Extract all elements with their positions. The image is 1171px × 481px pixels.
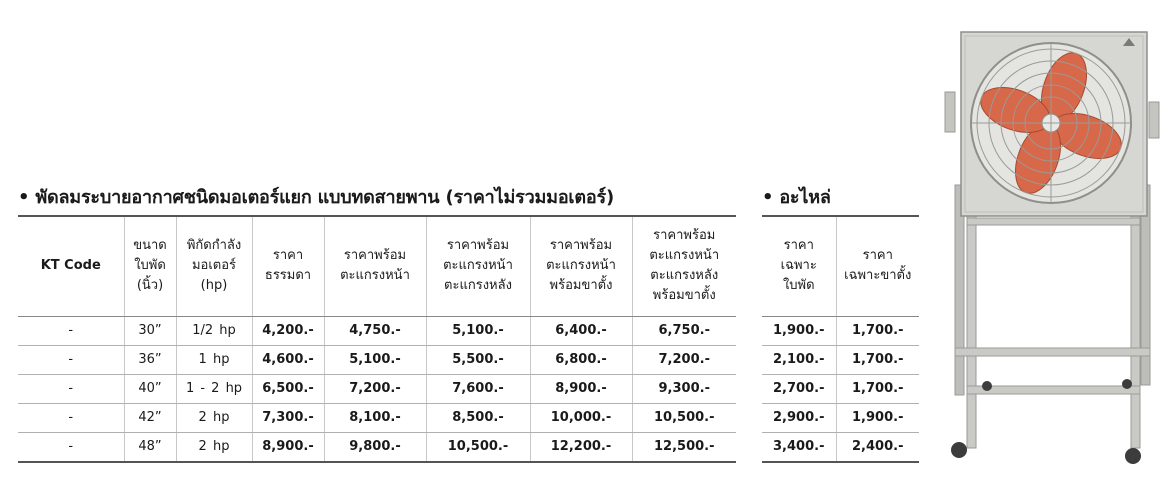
price-table-header	[18, 216, 736, 316]
cell-blade-price: 2,100.-	[762, 345, 836, 374]
cell-price: 7,600.-	[426, 374, 530, 403]
cell-price: 7,200.-	[324, 374, 426, 403]
parts-table-header	[762, 216, 919, 316]
cell-blade-size: 40”	[124, 374, 176, 403]
cell-price: 8,100.-	[324, 403, 426, 432]
table-row	[18, 403, 736, 432]
parts-price-table	[762, 215, 919, 463]
col-header-blade-price: ราคา เฉพาะ ใบพัด	[762, 216, 836, 316]
cell-price: 8,900.-	[252, 432, 324, 462]
cell-blade-price: 3,400.-	[762, 432, 836, 462]
cell-price: 12,200.-	[530, 432, 632, 462]
cell-price: 7,200.-	[632, 345, 736, 374]
table-row	[18, 374, 736, 403]
col-header-price-full: ราคาพร้อม ตะแกรงหน้า ตะแกรงหลัง พร้อมขาตั้ง	[632, 216, 736, 316]
table-row	[762, 432, 919, 462]
table-row	[18, 345, 736, 374]
parts-section-title	[762, 182, 831, 211]
col-header-kt-code: KT Code	[18, 216, 124, 316]
cell-price: 9,300.-	[632, 374, 736, 403]
cell-price: 6,500.-	[252, 374, 324, 403]
cell-motor-hp: 1/2 hp	[176, 316, 252, 345]
table-row	[762, 345, 919, 374]
cell-price: 10,000.-	[530, 403, 632, 432]
price-table	[18, 215, 736, 463]
cell-price: 6,400.-	[530, 316, 632, 345]
cell-price: 9,800.-	[324, 432, 426, 462]
table-row	[18, 316, 736, 345]
col-header-blade-size: ขนาด ใบพัด (นิ้ว)	[124, 216, 176, 316]
cell-price: 7,300.-	[252, 403, 324, 432]
table-row	[18, 432, 736, 462]
col-header-stand-price: ราคา เฉพาะขาตั้ง	[836, 216, 919, 316]
cell-price: 4,200.-	[252, 316, 324, 345]
cell-price: 6,750.-	[632, 316, 736, 345]
col-header-price-plain: ราคา ธรรมดา	[252, 216, 324, 316]
bullet-icon: •	[18, 187, 30, 208]
cell-blade-price: 2,700.-	[762, 374, 836, 403]
cell-motor-hp: 2 hp	[176, 432, 252, 462]
cell-stand-price: 1,700.-	[836, 345, 919, 374]
cell-price: 5,500.-	[426, 345, 530, 374]
parts-title-text: อะไหล่	[779, 187, 831, 208]
cell-price: 10,500.-	[632, 403, 736, 432]
cell-kt-code: -	[18, 403, 124, 432]
cell-blade-size: 42”	[124, 403, 176, 432]
cell-motor-hp: 1 hp	[176, 345, 252, 374]
cell-price: 5,100.-	[426, 316, 530, 345]
table-row	[762, 316, 919, 345]
cell-price: 8,500.-	[426, 403, 530, 432]
cell-blade-price: 1,900.-	[762, 316, 836, 345]
table-row	[762, 374, 919, 403]
col-header-motor-hp: พิกัดกำลัง มอเตอร์ (hp)	[176, 216, 252, 316]
cell-stand-price: 1,700.-	[836, 316, 919, 345]
cell-motor-hp: 1 - 2 hp	[176, 374, 252, 403]
stand-fan-icon	[943, 30, 1165, 468]
col-header-price-front-grill: ราคาพร้อม ตะแกรงหน้า	[324, 216, 426, 316]
col-header-price-front-grill-stand: ราคาพร้อม ตะแกรงหน้า พร้อมขาตั้ง	[530, 216, 632, 316]
cell-stand-price: 1,700.-	[836, 374, 919, 403]
cell-blade-price: 2,900.-	[762, 403, 836, 432]
main-section-title	[18, 182, 614, 211]
cell-price: 4,600.-	[252, 345, 324, 374]
cell-blade-size: 48”	[124, 432, 176, 462]
cell-stand-price: 1,900.-	[836, 403, 919, 432]
cell-stand-price: 2,400.-	[836, 432, 919, 462]
cell-motor-hp: 2 hp	[176, 403, 252, 432]
cell-price: 6,800.-	[530, 345, 632, 374]
cell-price: 12,500.-	[632, 432, 736, 462]
cell-blade-size: 36”	[124, 345, 176, 374]
table-row	[762, 403, 919, 432]
cell-kt-code: -	[18, 374, 124, 403]
cell-kt-code: -	[18, 432, 124, 462]
cell-price: 5,100.-	[324, 345, 426, 374]
cell-price: 4,750.-	[324, 316, 426, 345]
bullet-icon: •	[762, 187, 774, 208]
cell-kt-code: -	[18, 345, 124, 374]
cell-price: 8,900.-	[530, 374, 632, 403]
cell-price: 10,500.-	[426, 432, 530, 462]
col-header-price-front-back-grill: ราคาพร้อม ตะแกรงหน้า ตะแกรงหลัง	[426, 216, 530, 316]
cell-blade-size: 30”	[124, 316, 176, 345]
main-title-text: พัดลมระบายอากาศชนิดมอเตอร์แยก แบบทดสายพาน (ราคาไม่รวมมอเตอร์)	[35, 187, 614, 208]
cell-kt-code: -	[18, 316, 124, 345]
